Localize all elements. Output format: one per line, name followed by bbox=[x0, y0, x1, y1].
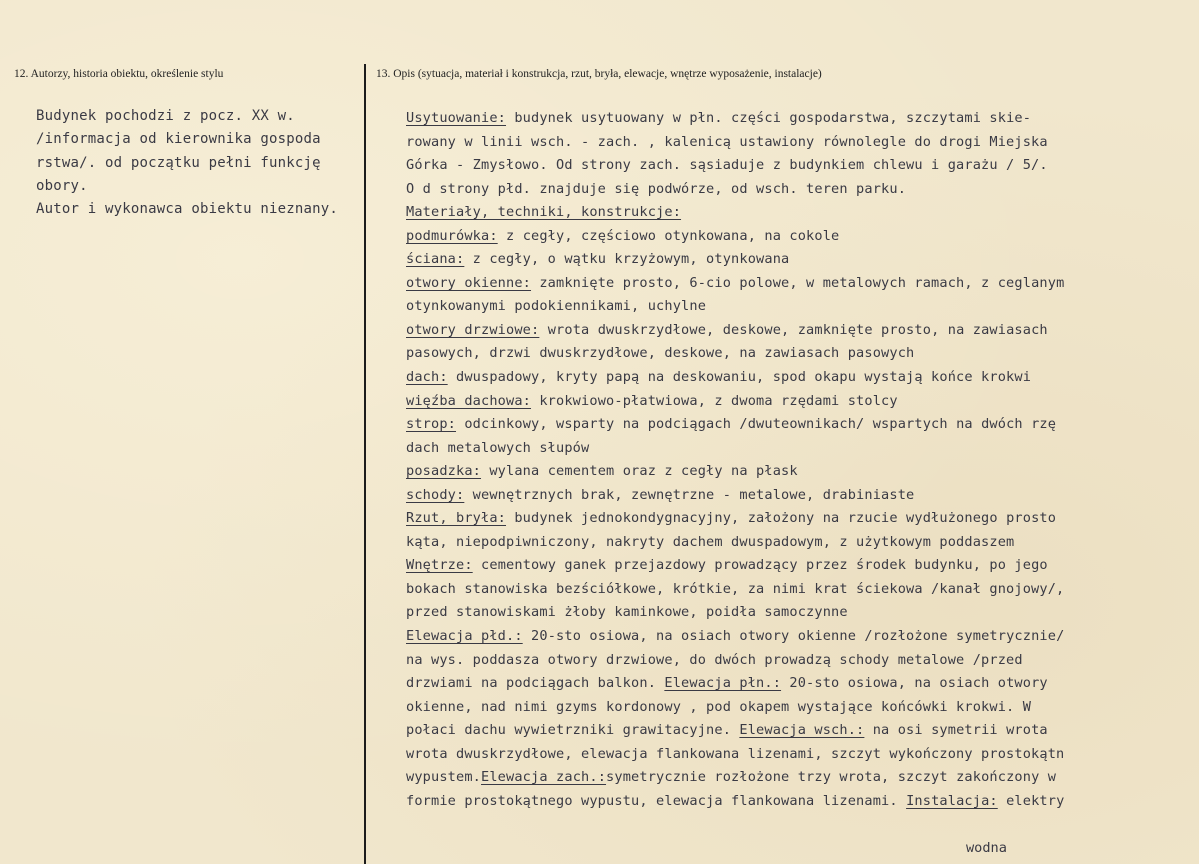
text-line bbox=[406, 743, 1199, 767]
section-label: Usytuowanie: bbox=[406, 110, 507, 126]
text-segment: symetrycznie rozłożone trzy wrota, szczyt zakończony w bbox=[606, 769, 1057, 786]
text-line bbox=[406, 507, 1199, 531]
text-segment: budynek usytuowany w płn. części gospodarstwa, szczytami skie- bbox=[506, 110, 1032, 126]
section-label: Elewacja wsch.: bbox=[739, 722, 865, 739]
text-line bbox=[406, 225, 1199, 249]
text-segment: dach metalowych słupów bbox=[406, 439, 590, 456]
text-segment: przed stanowiskami żłoby kaminkowe, poidła samoczynne bbox=[406, 604, 848, 621]
section-label: podmurówka: bbox=[406, 227, 498, 244]
text-line bbox=[406, 649, 1199, 673]
header-description: 13. Opis (sytuacja, materiał i konstrukcja, rzut, bryła, elewacje, wnętrze wyposażenie, instalacje) bbox=[376, 68, 822, 80]
authors-history-text bbox=[36, 105, 338, 221]
section-label: strop: bbox=[406, 416, 457, 433]
text-segment: wrota dwuskrzydłowe, elewacja flankowana lizenami, szczyt wykończony prostokątn bbox=[406, 745, 1065, 762]
text-line bbox=[406, 319, 1199, 343]
text-line bbox=[406, 531, 1199, 555]
text-segment: z cegły, częściowo otynkowana, na cokole bbox=[497, 227, 840, 244]
section-label: Materiały, techniki, konstrukcje: bbox=[406, 204, 682, 221]
text-line bbox=[406, 295, 1199, 319]
text-line bbox=[406, 272, 1199, 296]
text-segment: formie prostokątnego wypustu, elewacja flankowana lizenami. bbox=[406, 792, 907, 809]
text-segment: O d strony płd. znajduje się podwórze, od wsch. teren parku. bbox=[406, 180, 907, 197]
text-segment: połaci dachu wywietrzniki grawitacyjne. bbox=[406, 722, 740, 739]
text-line bbox=[406, 366, 1199, 390]
section-label: Elewacja płd.: bbox=[406, 628, 523, 645]
text-line bbox=[406, 178, 1199, 202]
text-segment: 20-sto osiowa, na osiach otwory bbox=[781, 675, 1048, 692]
text-segment: zamknięte prosto, 6-cio polowe, w metalowych ramach, z ceglanym bbox=[531, 274, 1065, 291]
text-line bbox=[406, 554, 1199, 578]
section-label: Elewacja płn.: bbox=[664, 675, 782, 692]
text-line: Autor i wykonawca obiektu nieznany. bbox=[36, 201, 339, 218]
text-line bbox=[406, 107, 1199, 131]
text-line: obory. bbox=[36, 177, 88, 194]
text-segment: rowany w linii wsch. - zach. , kalenicą ustawiony równolegle do drogi Miejska bbox=[406, 133, 1048, 150]
section-label: schody: bbox=[406, 486, 465, 503]
text-segment: pasowych, drzwi dwuskrzydłowe, deskowe, na zawiasach pasowych bbox=[406, 345, 915, 362]
text-line bbox=[406, 672, 1199, 696]
text-segment: krokwiowo-płatwiowa, z dwoma rzędami stolcy bbox=[531, 392, 898, 409]
text-segment: otynkowanymi podokiennikami, uchylne bbox=[406, 298, 707, 315]
text-line bbox=[406, 460, 1199, 484]
text-line bbox=[406, 248, 1199, 272]
text-line bbox=[406, 578, 1199, 602]
section-label: Elewacja zach.: bbox=[481, 769, 607, 786]
section-label: Rzut, bryła: bbox=[406, 510, 507, 527]
section-label: więźba dachowa: bbox=[406, 392, 532, 409]
text-segment: 20-sto osiowa, na osiach otwory okienne /rozłożone symetrycznie/ bbox=[522, 628, 1065, 645]
text-line bbox=[406, 790, 1199, 814]
text-segment: wylana cementem oraz z cegły na płask bbox=[481, 463, 798, 480]
text-line: Budynek pochodzi z pocz. XX w. bbox=[36, 108, 295, 124]
text-line bbox=[406, 719, 1199, 743]
text-line bbox=[406, 625, 1199, 649]
text-line bbox=[406, 601, 1199, 625]
text-segment: cementowy ganek przejazdowy prowadzący przez środek budynku, po jego bbox=[472, 557, 1048, 574]
section-label: Instalacja: bbox=[906, 792, 998, 809]
text-segment: okienne, nad nimi gzyms kordonowy , pod okapem wystające końcówki krokwi. W bbox=[406, 698, 1032, 715]
text-segment: na wys. poddasza otwory drzwiowe, do dwóch prowadzą schody metalowe /przed bbox=[406, 651, 1023, 668]
text-segment: wrota dwuskrzydłowe, deskowe, zamknięte prosto, na zawiasach bbox=[539, 321, 1048, 338]
text-segment: kąta, niepodpiwniczony, nakryty dachem dwuspadowym, z użytkowym poddaszem bbox=[406, 533, 1015, 550]
text-line bbox=[406, 413, 1199, 437]
description-text bbox=[406, 107, 1199, 813]
installation-subscript: wodna bbox=[966, 840, 1007, 856]
text-line bbox=[406, 390, 1199, 414]
text-line bbox=[406, 484, 1199, 508]
text-segment: bokach stanowiska bezściółkowe, krótkie, za nimi krat ściekowa /kanał gnojowy/, bbox=[406, 580, 1065, 597]
text-line bbox=[406, 437, 1199, 461]
text-segment: Górka - Zmysłowo. Od strony zach. sąsiaduje z budynkiem chlewu i garażu / 5/. bbox=[406, 157, 1048, 174]
text-line bbox=[406, 131, 1199, 155]
text-segment: wewnętrznych brak, zewnętrzne - metalowe, drabiniaste bbox=[464, 486, 915, 503]
text-line bbox=[406, 154, 1199, 178]
section-label: dach: bbox=[406, 369, 448, 386]
text-segment: drzwiami na podciągach balkon. bbox=[406, 675, 665, 692]
text-line bbox=[406, 201, 1199, 225]
text-line bbox=[406, 696, 1199, 720]
section-label: otwory okienne: bbox=[406, 274, 532, 291]
text-segment: na osi symetrii wrota bbox=[864, 722, 1048, 739]
text-line: /informacja od kierownika gospoda bbox=[36, 131, 321, 148]
section-label: posadzka: bbox=[406, 463, 482, 480]
section-label: otwory drzwiowe: bbox=[406, 321, 540, 338]
section-label: Wnętrze: bbox=[406, 557, 473, 574]
header-authors-history: 12. Autorzy, historia obiektu, określenie stylu bbox=[14, 68, 224, 80]
text-segment: dwuspadowy, kryty papą na deskowaniu, spod okapu wystają końce krokwi bbox=[447, 369, 1032, 386]
text-segment: budynek jednokondygnacyjny, założony na rzucie wydłużonego prosto bbox=[506, 510, 1057, 527]
text-line: rstwa/. od początku pełni funkcję bbox=[36, 154, 321, 171]
text-segment: odcinkowy, wsparty na podciągach /dwuteownikach/ wspartych na dwóch rzę bbox=[456, 416, 1057, 433]
text-segment: wypustem. bbox=[406, 769, 482, 786]
text-line bbox=[406, 342, 1199, 366]
text-segment: z cegły, o wątku krzyżowym, otynkowana bbox=[464, 251, 790, 268]
column-divider bbox=[364, 64, 366, 864]
section-label: ściana: bbox=[406, 251, 465, 268]
text-line bbox=[406, 766, 1199, 790]
text-segment: elektry bbox=[997, 792, 1065, 809]
